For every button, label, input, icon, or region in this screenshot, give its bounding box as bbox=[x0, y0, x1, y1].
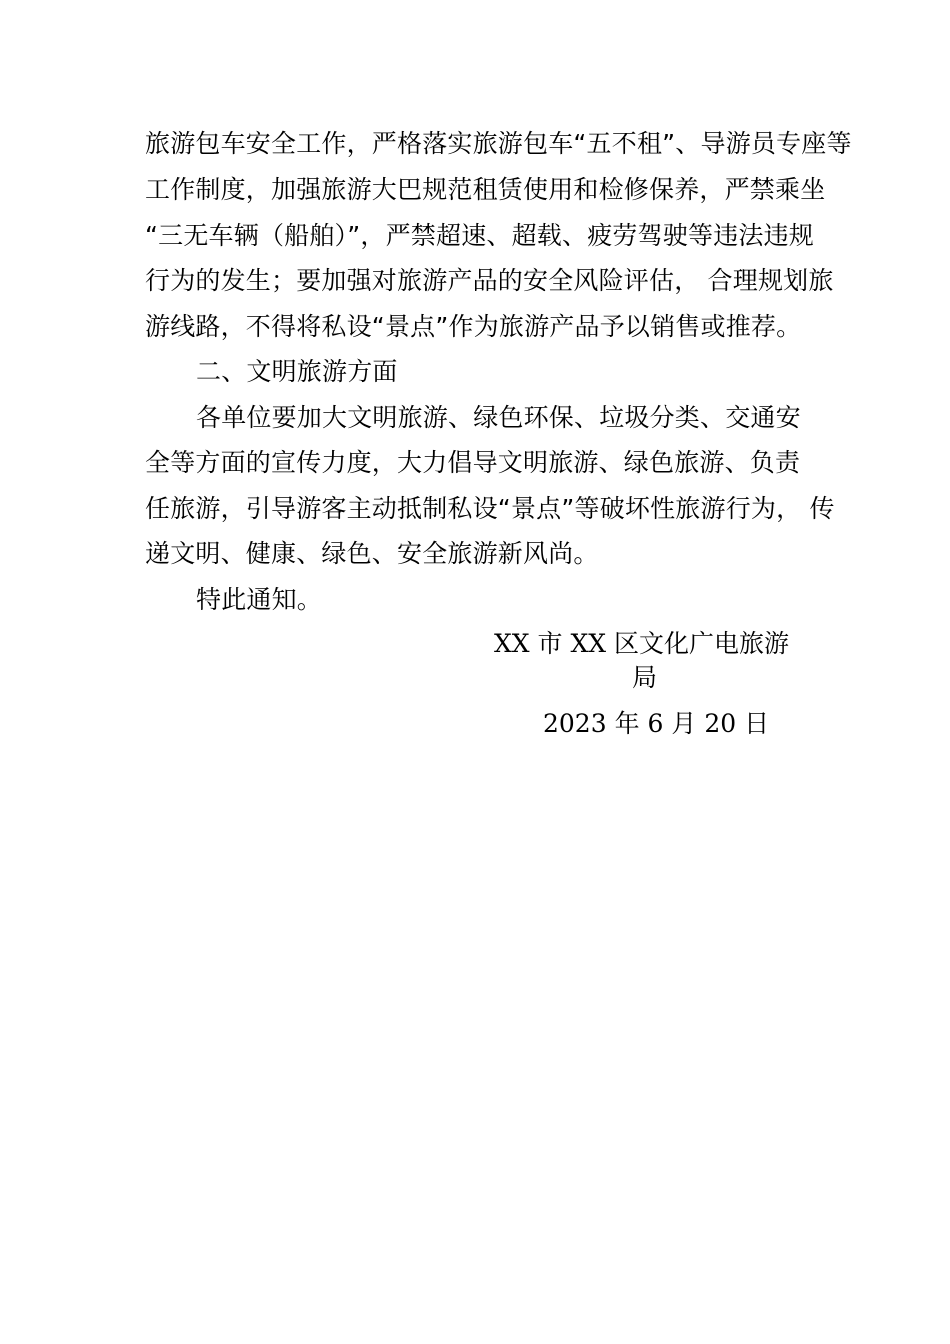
body-line-1: 旅游包车安全工作，严格落实旅游包车“五不租”、导游员专座等 bbox=[145, 129, 852, 158]
closing-line: 特此通知。 bbox=[196, 585, 323, 614]
signature-date: 2023 年 6 月 20 日 bbox=[543, 709, 770, 738]
body-line-10: 递文明、健康、绿色、安全旅游新风尚。 bbox=[145, 539, 599, 568]
signature-org-line2: 局 bbox=[632, 663, 658, 692]
body-line-8: 全等方面的宣传力度，大力倡导文明旅游、绿色旅游、负责 bbox=[145, 448, 801, 477]
body-line-3: “三无车辆（船舶）”，严禁超速、超载、疲劳驾驶等违法违规 bbox=[145, 221, 815, 250]
body-line-4: 行为的发生；要加强对旅游产品的安全风险评估， 合理规划旅 bbox=[145, 266, 834, 295]
body-line-9: 任旅游，引导游客主动抵制私设“景点”等破坏性旅游行为， 传 bbox=[145, 494, 835, 523]
body-line-5: 游线路，不得将私设“景点”作为旅游产品予以销售或推荐。 bbox=[145, 312, 802, 341]
signature-org-line1: XX 市 XX 区文化广电旅游 bbox=[494, 629, 790, 658]
body-line-2: 工作制度，加强旅游大巴规范租赁使用和检修保养，严禁乘坐 bbox=[145, 175, 826, 204]
section-heading: 二、文明旅游方面 bbox=[196, 357, 398, 386]
body-line-7: 各单位要加大文明旅游、绿色环保、垃圾分类、交通安 bbox=[196, 403, 801, 432]
